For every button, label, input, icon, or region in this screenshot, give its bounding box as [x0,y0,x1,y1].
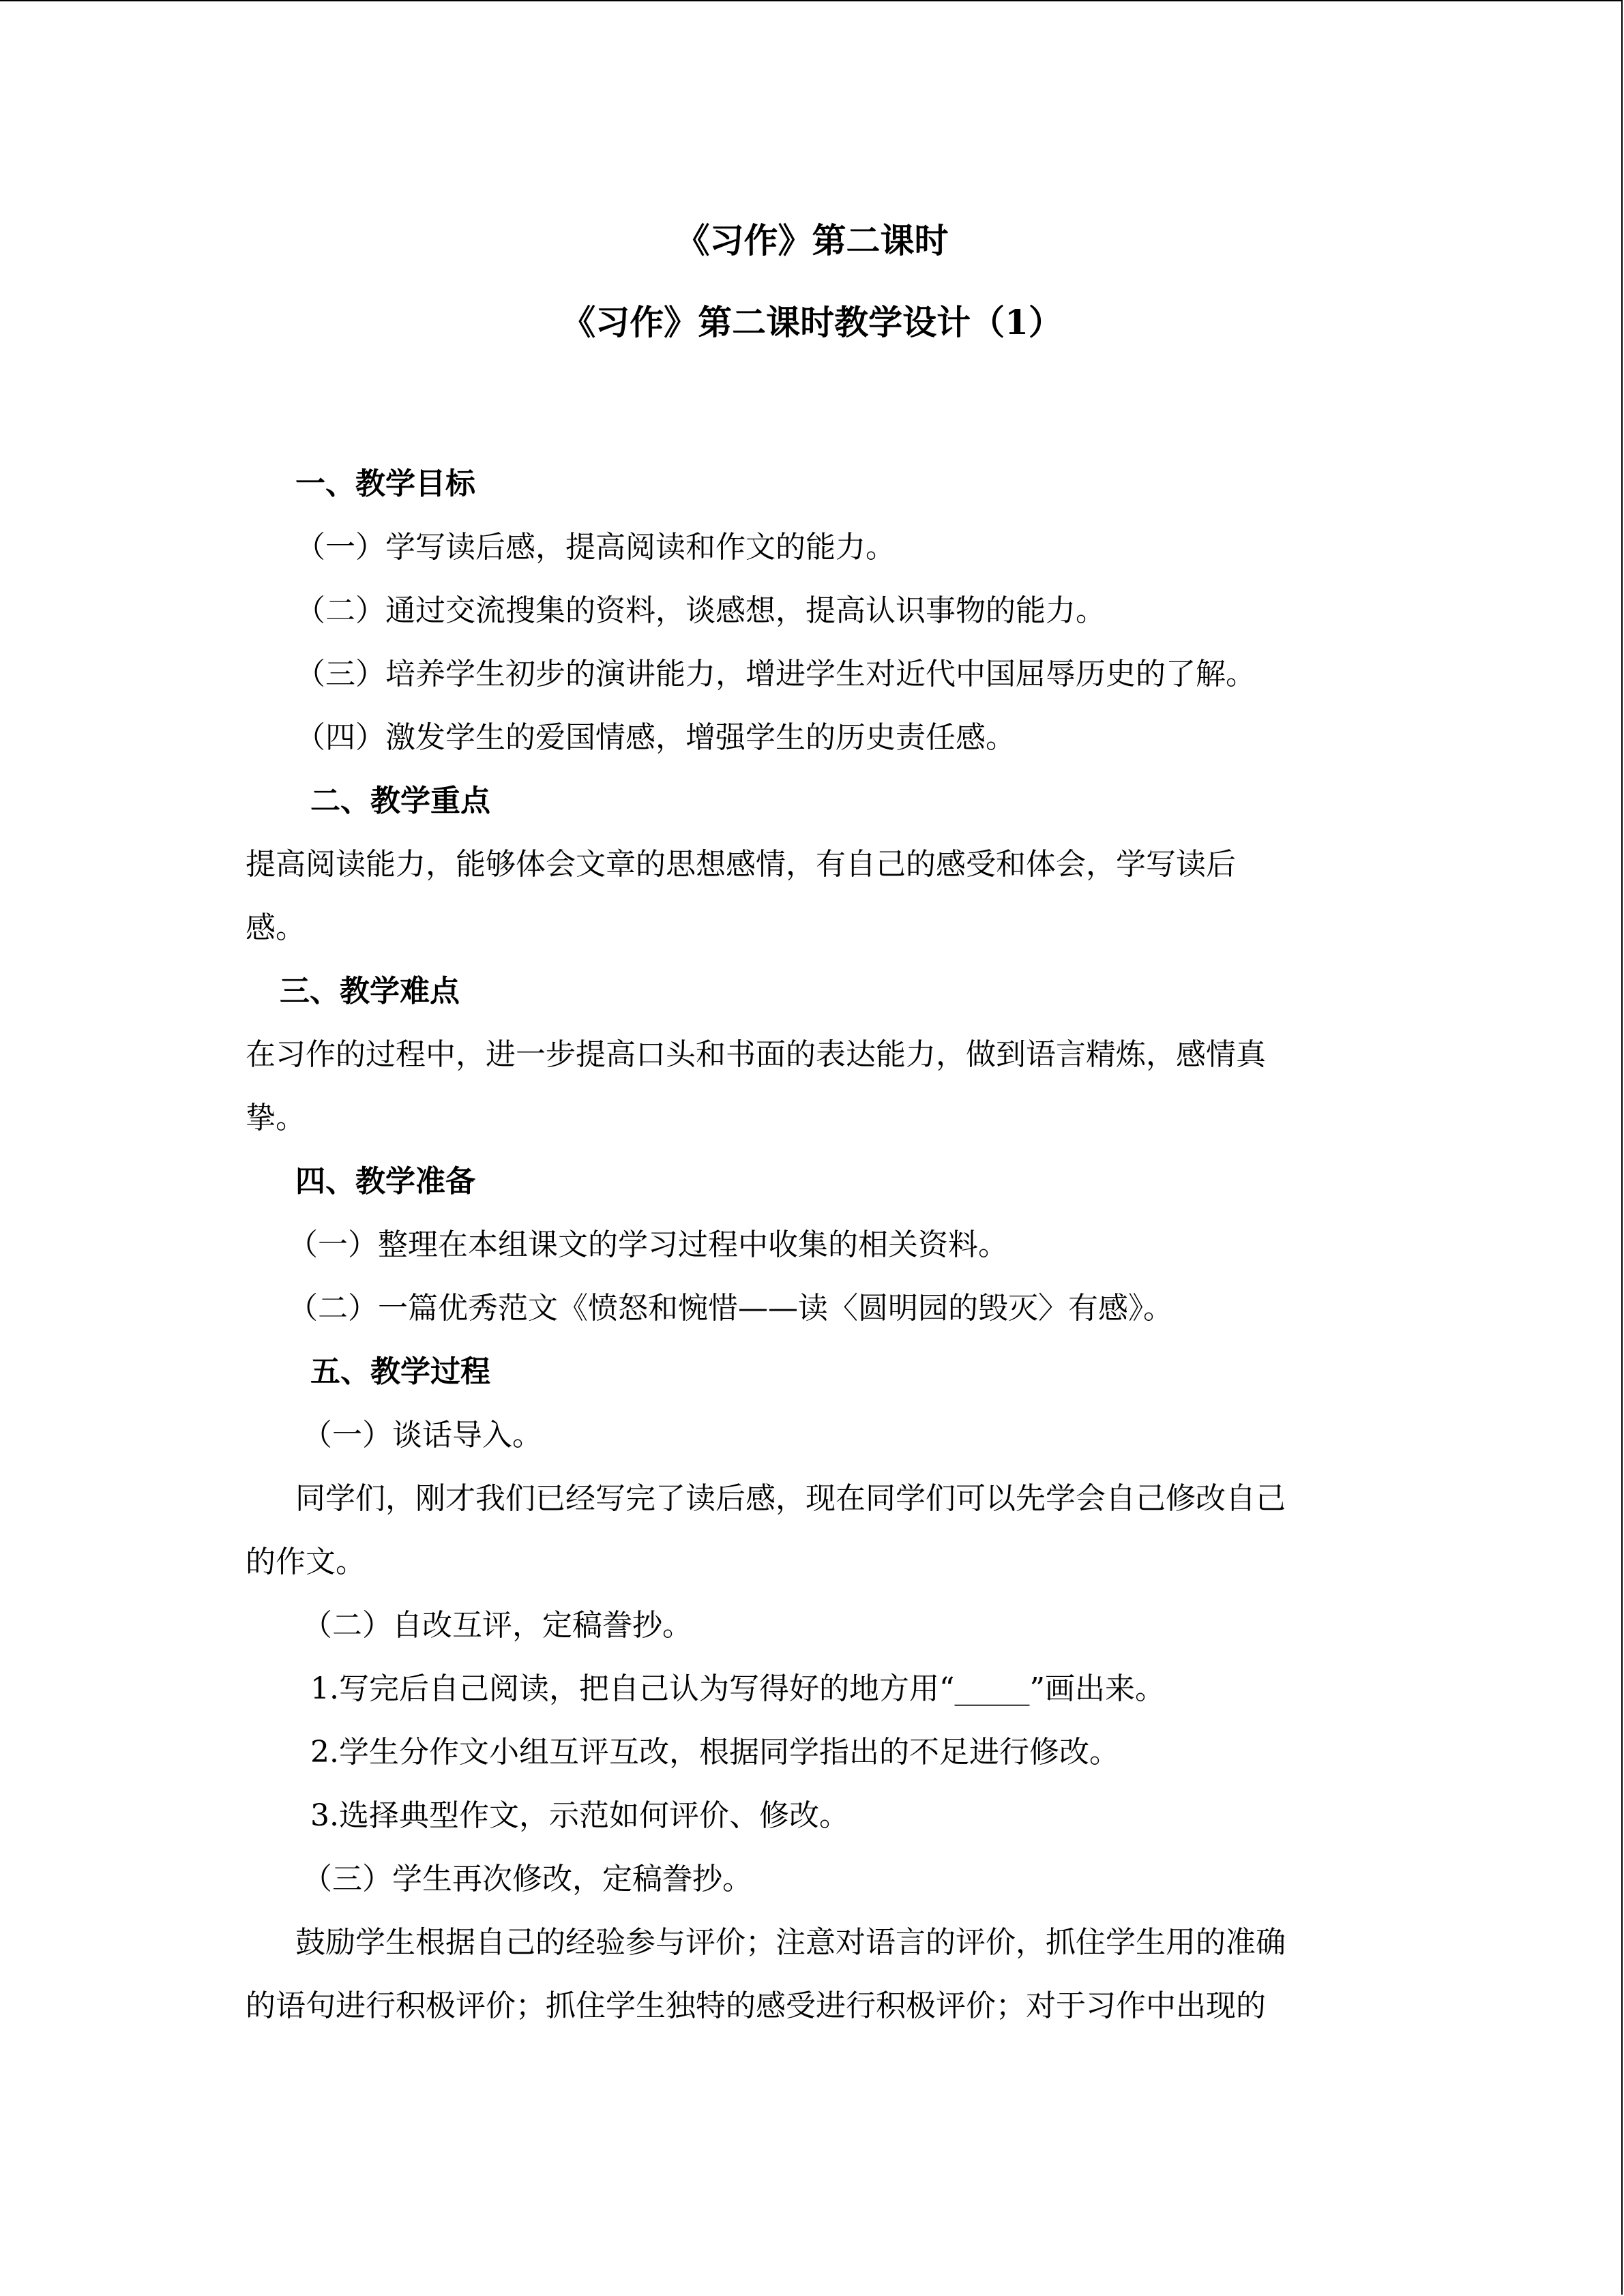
process-text: （二）自改互评，定稿誊抄。 [302,1608,692,1643]
key-points-text: 感。 [246,910,306,945]
process-text: 鼓励学生根据自己的经验参与评价；注意对语言的评价，抓住学生用的准确 [295,1925,1286,1960]
process-text: 同学们，刚才我们已经写完了读后感，现在同学们可以先学会自己修改自己 [295,1481,1286,1516]
goal-item: （二）通过交流搜集的资料，谈感想，提高认识事物的能力。 [295,593,1106,628]
goal-item: （一）学写读后感，提高阅读和作文的能力。 [295,530,896,565]
process-text: 2.学生分作文小组互评互改，根据同学指出的不足进行修改。 [310,1735,1119,1770]
process-text: 1.写完后自己阅读，把自己认为写得好的地方用“_____”画出来。 [310,1671,1165,1706]
difficulties-text: 挚。 [246,1101,306,1135]
document-subtitle: 《习作》第二课时教学设计（1） [561,302,1063,342]
goal-item: （四）激发学生的爱国情感，增强学生的历史责任感。 [295,720,1016,755]
section-heading-difficulties: 三、教学难点 [280,974,460,1009]
process-text: 3.选择典型作文，示范如何评价、修改。 [310,1798,849,1833]
preparation-item: （一）整理在本组课文的学习过程中收集的相关资料。 [288,1227,1008,1262]
section-heading-key-points: 二、教学重点 [310,784,490,818]
section-heading-preparation: 四、教学准备 [295,1164,475,1199]
goal-item: （三）培养学生初步的演讲能力，增进学生对近代中国屈辱历史的了解。 [295,657,1256,691]
preparation-item: （二）一篇优秀范文《愤怒和惋惜——读〈圆明园的毁灭〉有感》。 [288,1291,1173,1326]
process-text: 的作文。 [246,1545,366,1579]
key-points-text: 提高阅读能力，能够体会文章的思想感情，有自己的感受和体会，学写读后 [246,847,1236,882]
difficulties-text: 在习作的过程中，进一步提高口头和书面的表达能力，做到语言精炼，感情真 [246,1037,1266,1072]
process-text: 的语句进行积极评价；抓住学生独特的感受进行积极评价；对于习作中出现的 [246,1988,1266,2023]
process-text: （一）谈话导入。 [302,1418,542,1452]
section-heading-process: 五、教学过程 [310,1354,490,1389]
section-heading-goals: 一、教学目标 [295,466,475,501]
process-text: （三）学生再次修改，定稿誊抄。 [302,1862,752,1896]
document-title: 《习作》第二课时 [675,220,949,260]
